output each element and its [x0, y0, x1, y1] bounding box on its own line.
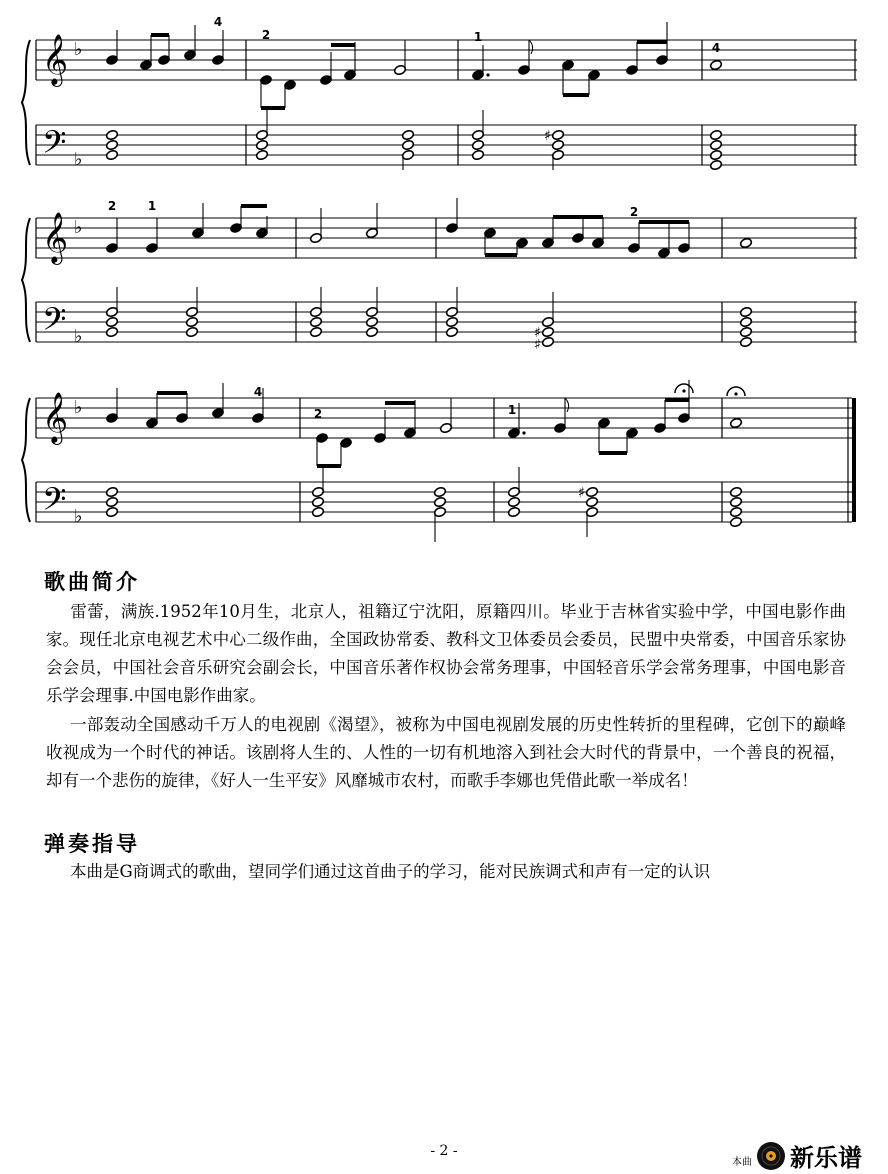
- note-head: [309, 326, 322, 337]
- note-head: [365, 316, 378, 327]
- note-head: [585, 496, 598, 507]
- note-head: [105, 129, 118, 140]
- fingering-number: 1: [507, 403, 517, 417]
- sharp-icon: ♯: [534, 337, 541, 353]
- note-head: [365, 326, 378, 337]
- vinyl-record-icon: [756, 1141, 786, 1171]
- note-head: [471, 139, 484, 150]
- fingering-number: 4: [711, 41, 721, 55]
- note-head: [105, 149, 118, 160]
- flat-key-signature: ♭: [74, 506, 83, 527]
- dot: [486, 73, 489, 76]
- note-head: [255, 149, 268, 160]
- intro-paragraph-2: 一部轰动全国感动千万人的电视剧《渴望》，被称为中国电视剧发展的历史性转折的里程碑，它创下的巅峰收视成为一个时代的神话。该剧将人生的、人性的一切有机地溶入到社会大时代的背景中，一个善良的祝福，却有一个悲伤的旋律，《好人一生平安》风靡城市农村，而歌手李娜也凭借此歌一举成名！: [46, 715, 846, 790]
- note-head: [541, 336, 554, 347]
- fingering-number: 2: [107, 199, 117, 213]
- note-head: [739, 336, 752, 347]
- intro-paragraph-1: 雷蕾，满族.1952年10月生，北京人，祖籍辽宁沈阳，原籍四川。毕业于吉林省实验中学，中国电影作曲家。现任北京电视艺术中心二级作曲，全国政协常委、教科文卫体委员会委员，民盟中央常委，中国音乐家协会会员，中国社会音乐研究会副会长，中国音乐著作权协会常务理事，中国轻音乐学会常务理事，中国电影音乐学会理事.中国电影作曲家。: [46, 602, 846, 705]
- note-head: [709, 129, 722, 140]
- note-head: [739, 326, 752, 337]
- note-head: [729, 496, 742, 507]
- flat-key-signature: ♭: [74, 326, 83, 347]
- note-head: [445, 326, 458, 337]
- note-head: [739, 306, 752, 317]
- bass-clef-icon: 𝄢: [42, 124, 67, 168]
- note-head: [507, 496, 520, 507]
- brand-logo-block: [732, 1138, 862, 1173]
- note-head: [709, 59, 722, 70]
- brand-prefix: 本曲: [732, 1157, 752, 1168]
- note-head: [185, 316, 198, 327]
- page-number: - 2 -: [430, 1143, 458, 1159]
- sheet-music-score: [0, 0, 888, 560]
- grand-staff-brace: [22, 398, 30, 522]
- fingering-number: 4: [253, 385, 263, 399]
- bass-clef-icon: 𝄢: [42, 481, 67, 525]
- flat-key-signature: ♭: [74, 397, 83, 418]
- note-head: [739, 316, 752, 327]
- fermata-dot: [682, 389, 685, 392]
- note-head: [311, 506, 324, 517]
- note-head: [729, 486, 742, 497]
- note-head: [309, 316, 322, 327]
- note-head: [433, 486, 446, 497]
- note-head: [551, 139, 564, 150]
- sharp-icon: ♯: [578, 485, 585, 501]
- flat-key-signature: ♭: [74, 149, 83, 170]
- note-head: [401, 129, 414, 140]
- sharp-icon: ♯: [534, 325, 541, 341]
- note-head: [709, 139, 722, 150]
- note-head: [105, 316, 118, 327]
- note-head: [105, 496, 118, 507]
- grand-staff-brace: [22, 40, 30, 165]
- fingering-number: 2: [629, 205, 639, 219]
- brand-name: 新乐谱: [790, 1144, 862, 1172]
- note-head: [709, 159, 722, 170]
- note-head: [507, 506, 520, 517]
- note-head: [105, 139, 118, 150]
- note-head: [105, 326, 118, 337]
- bass-clef-icon: 𝄢: [42, 301, 67, 345]
- sharp-icon: ♯: [544, 128, 551, 144]
- note-head: [551, 129, 564, 140]
- note-head: [729, 417, 742, 428]
- note-head: [445, 316, 458, 327]
- guide-paragraph: 本曲是G商调式的歌曲，望同学们通过这首曲子的学习，能对民族调式和声有一定的认识: [70, 862, 711, 881]
- treble-clef-icon: 𝄞: [42, 392, 69, 443]
- note-head: [105, 486, 118, 497]
- treble-clef-icon: 𝄞: [42, 212, 69, 263]
- note-head: [729, 506, 742, 517]
- flat-key-signature: ♭: [74, 217, 83, 238]
- note-head: [585, 486, 598, 497]
- fermata-dot: [734, 392, 737, 395]
- note-head: [433, 496, 446, 507]
- fingering-number: 1: [147, 199, 157, 213]
- fingering-number: 1: [473, 30, 483, 44]
- note-head: [401, 139, 414, 150]
- guide-title: 弹奏指导: [44, 832, 140, 856]
- note-head: [105, 506, 118, 517]
- flat-key-signature: ♭: [74, 39, 83, 60]
- note-head: [739, 237, 752, 248]
- intro-title: 歌曲简介: [44, 570, 140, 594]
- note-head: [311, 496, 324, 507]
- grand-staff-brace: [22, 218, 30, 342]
- note-head: [541, 326, 554, 337]
- fingering-number: 2: [313, 407, 323, 421]
- note-head: [709, 149, 722, 160]
- note-head: [185, 326, 198, 337]
- dot: [522, 431, 525, 434]
- note-head: [729, 516, 742, 527]
- note-head: [255, 139, 268, 150]
- treble-clef-icon: 𝄞: [42, 34, 69, 85]
- fingering-number: 2: [261, 28, 271, 42]
- note-head: [471, 149, 484, 160]
- fingering-number: 4: [213, 15, 223, 29]
